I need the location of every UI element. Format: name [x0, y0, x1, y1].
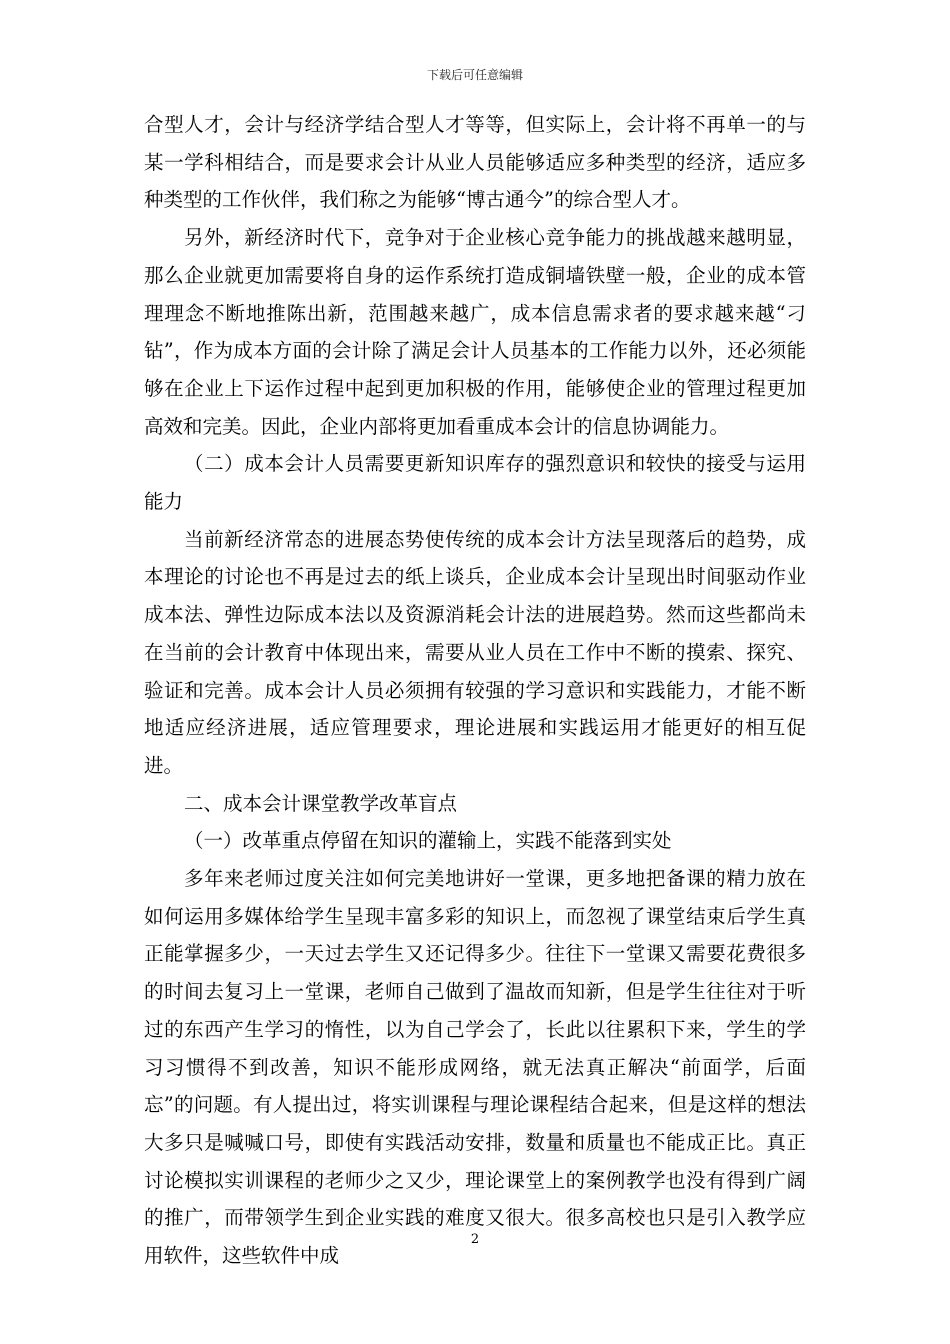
paragraph: 当前新经济常态的进展态势使传统的成本会计方法呈现落后的趋势，成本理论的讨论也不再是过去的纸上谈兵，企业成本会计呈现出时间驱动作业成本法、弹性边际成本法以及资源消耗会计法的进展趋势。然而这些都尚未在当前的会计教育中体现出来，需要从业人员在工作中不断的摸索、探究、验证和完善。成本会计人员必须拥有较强的学习意识和实践能力，才能不断地适应经济进展，适应管理要求，理论进展和实践运用才能更好的相互促进。	[144, 527, 806, 777]
paragraph: 多年来老师过度关注如何完美地讲好一堂课，更多地把备课的精力放在如何运用多媒体给学生呈现丰富多彩的知识上，而忽视了课堂结束后学生真正能掌握多少，一天过去学生又还记得多少。往往下一堂课又需要花费很多的时间去复习上一堂课，老师自己做到了温故而知新，但是学生往往对于听过的东西产生学习的惰性，以为自己学会了，长此以往累积下来，学生的学习习惯得不到改善，知识不能形成网络，就无法真正解决“前面学，后面忘”的问题。有人提出过，将实训课程与理论课程结合起来，但是这样的想法大多只是喊喊口号，即使有实践活动安排，数量和质量也不能成正比。真正讨论模拟实训课程的老师少之又少，理论课堂上的案例教学也没有得到广阔的推广，而带领学生到企业实践的难度又很大。很多高校也只是引入教学应用软件，这些软件中成	[144, 867, 806, 1268]
paragraph-continuation: 合型人才，会计与经济学结合型人才等等，但实际上，会计将不再单一的与某一学科相结合，而是要求会计从业人员能够适应多种类型的经济，适应多种类型的工作伙伴，我们称之为能够“博古通今”的综合型人才。	[144, 113, 806, 212]
subsection-heading: （二）成本会计人员需要更新知识库存的强烈意识和较快的接受与运用能力	[144, 452, 806, 514]
page-number: 2	[470, 1232, 480, 1247]
subsection-heading: （一）改革重点停留在知识的灌输上，实践不能落到实处	[184, 829, 672, 853]
section-heading: 二、成本会计课堂教学改革盲点	[184, 791, 458, 815]
paragraph: 另外，新经济时代下，竞争对于企业核心竞争能力的挑战越来越明显，那么企业就更加需要将自身的运作系统打造成铜墙铁壁一般，企业的成本管理理念不断地推陈出新，范围越来越广，成本信息需求者的要求越来越“刁钻”，作为成本方面的会计除了满足会计人员基本的工作能力以外，还必须能够在企业上下运作过程中起到更加积极的作用，能够使企业的管理过程更加高效和完美。因此，企业内部将更加看重成本会计的信息协调能力。	[144, 226, 806, 438]
document-body	[144, 106, 806, 1275]
page-header: 下载后可任意编辑	[426, 68, 523, 82]
